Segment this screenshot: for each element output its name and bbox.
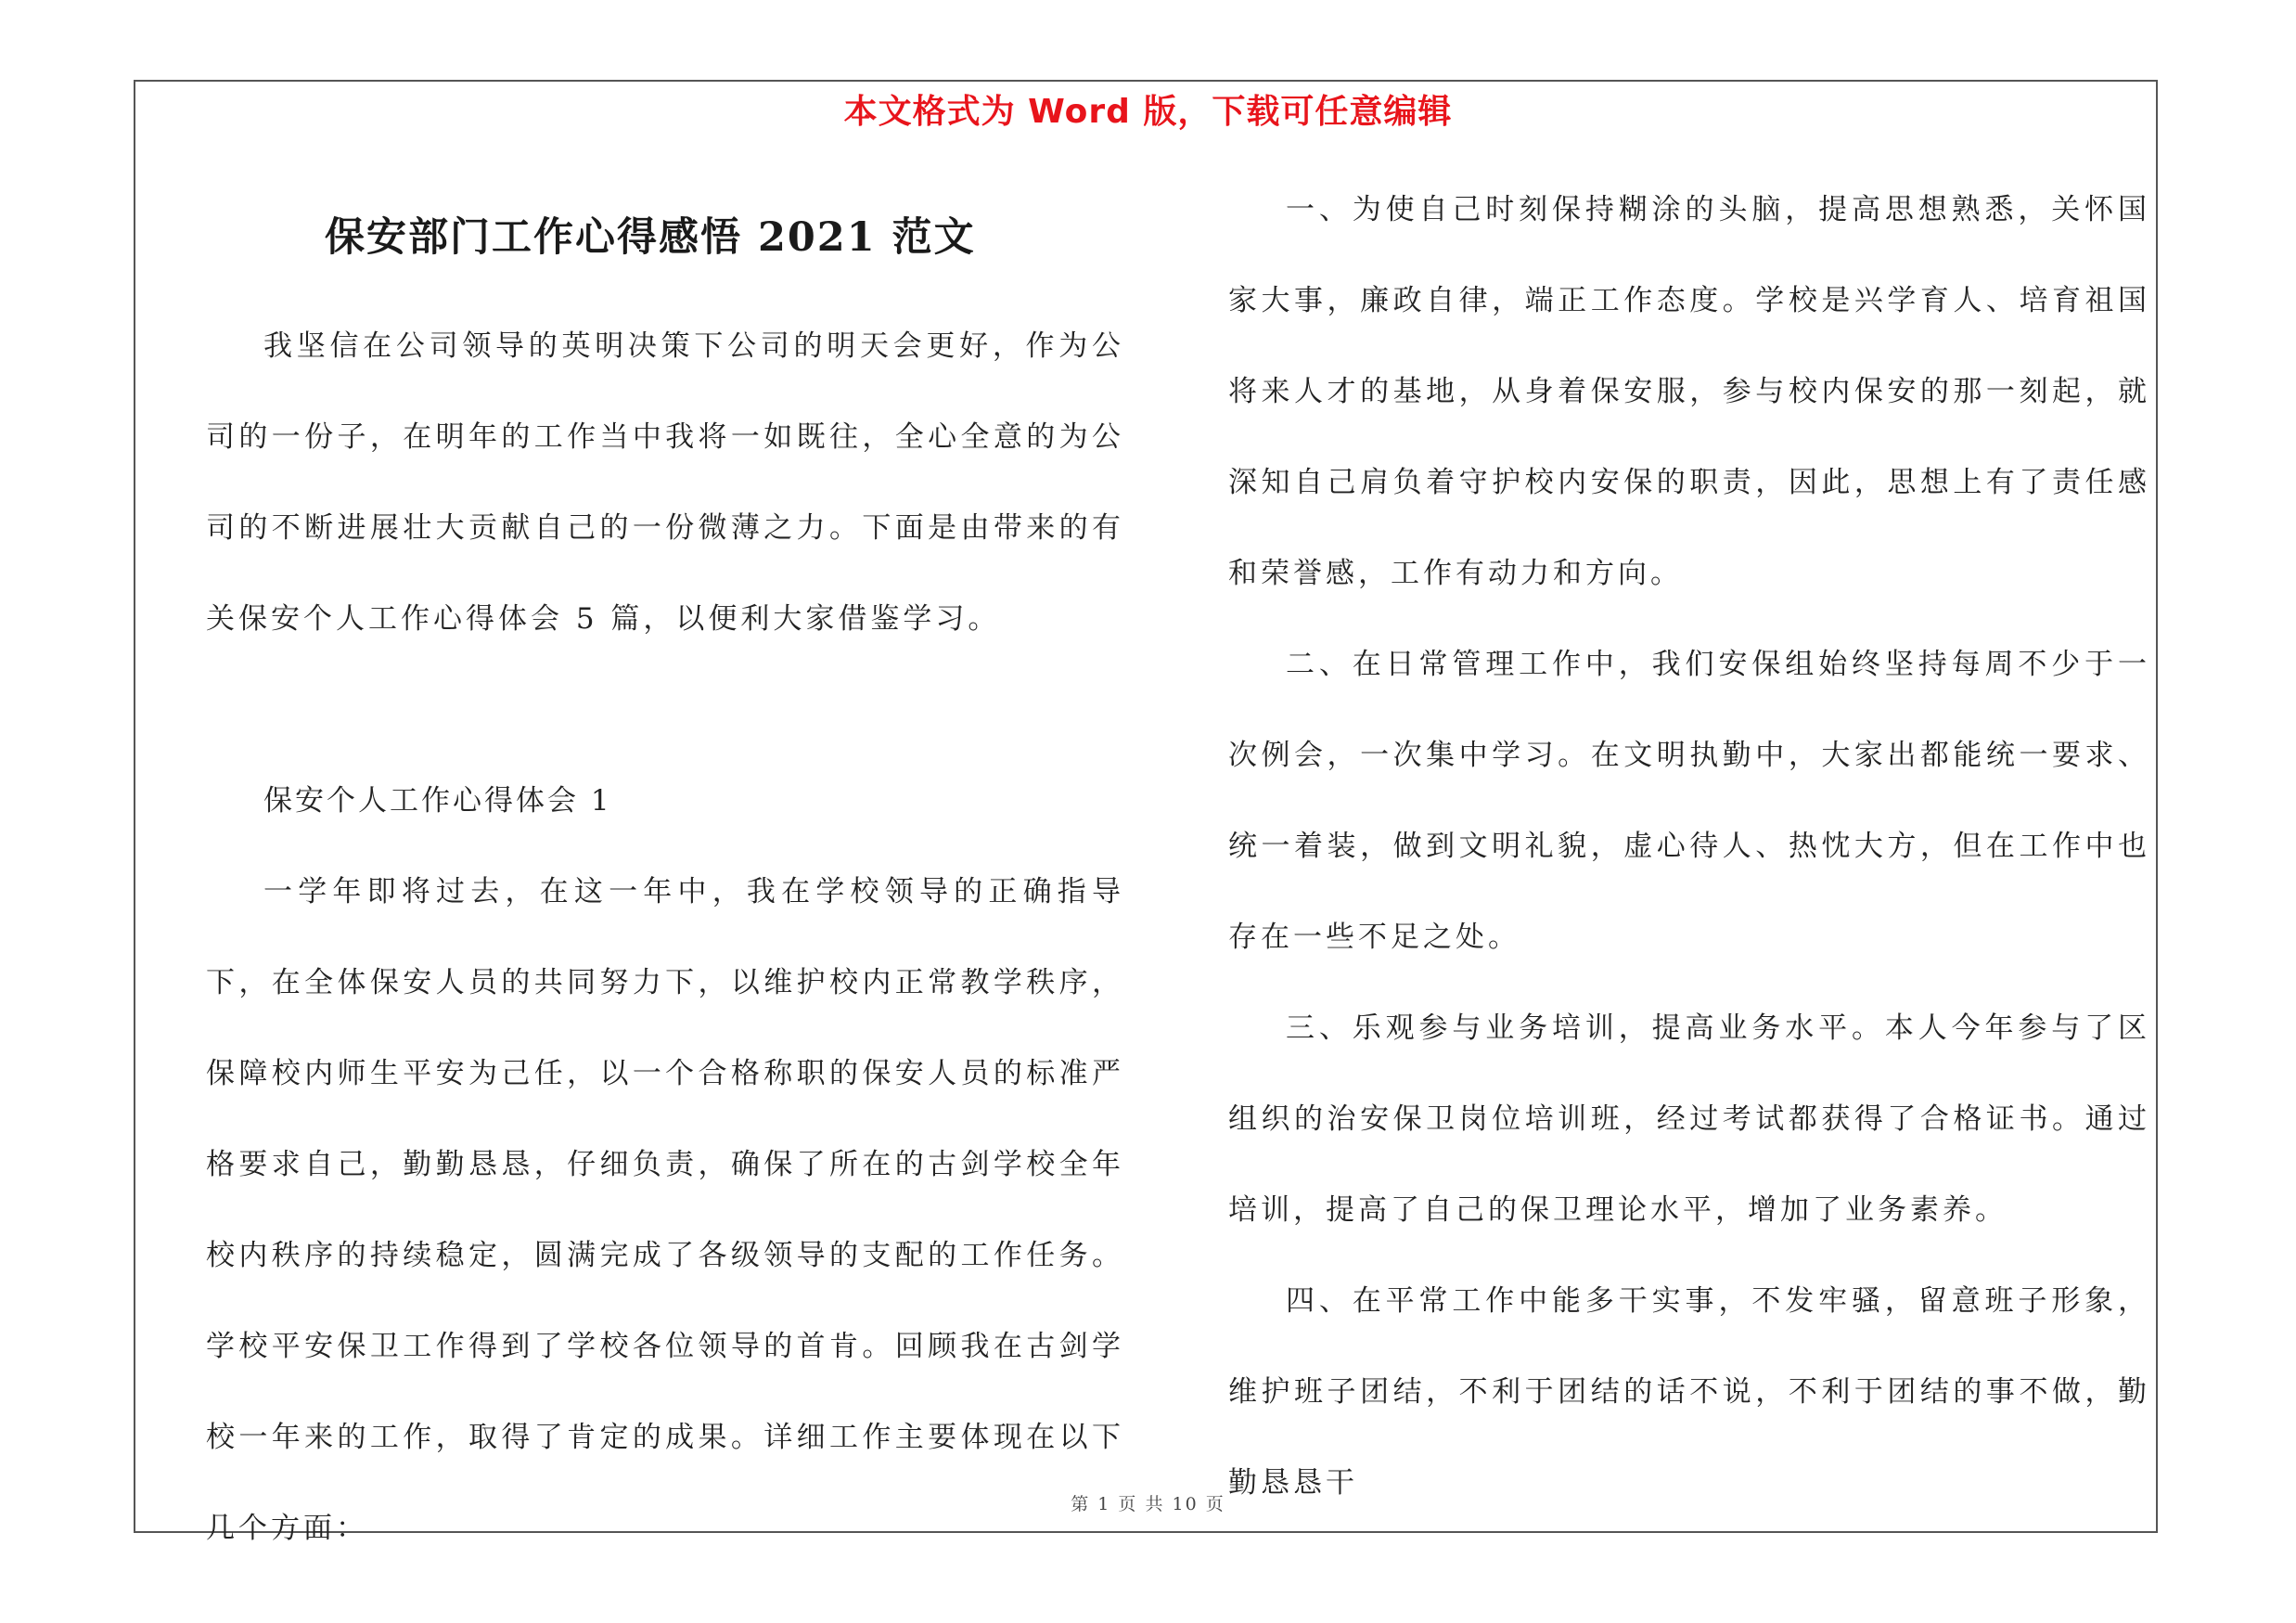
document-title: 保安部门工作心得感悟 2021 范文: [325, 214, 976, 261]
intro-paragraph: 我坚信在公司领导的英明决策下公司的明天会更好，作为公司的一份子，在明年的工作当中我将一如既往，全心全意的为公司的不断进展壮大贡献自己的一份微薄之力。下面是由带来的有关保安个人工作心得体会 5 篇，以便利大家借鉴学习。: [206, 329, 1124, 636]
point-1-paragraph: 一、为使自己时刻保持糊涂的头脑，提高思想熟悉，关怀国家大事，廉政自律，端正工作态度。学校是兴学育人、培育祖国将来人才的基地，从身着保安服，参与校内保安的那一刻起，就深知自己肩负着守护校内安保的职责，因此，思想上有了责任感和荣誉感，工作有动力和方向。: [1228, 193, 2150, 590]
section-body-paragraph: 一学年即将过去，在这一年中，我在学校领导的正确指导下，在全体保安人员的共同努力下，以维护校内正常教学秩序，保障校内师生平安为己任，以一个合格称职的保安人员的标准严格要求自己，勤勤恳恳，仔细负责，确保了所在的古剑学校全年校内秩序的持续稳定，圆满完成了各级领导的支配的工作任务。学校平安保卫工作得到了学校各位领导的首肯。回顾我在古剑学校一年来的工作，取得了肯定的成果。详细工作主要体现在以下几个方面：: [206, 875, 1124, 1545]
point-3-paragraph: 三、乐观参与业务培训，提高业务水平。本人今年参与了区组织的治安保卫岗位培训班，经过考试都获得了合格证书。通过培训，提高了自己的保卫理论水平，增加了业务素养。: [1228, 1011, 2150, 1227]
section-subheading: 保安个人工作心得体会 1: [263, 784, 612, 818]
word-format-banner: 本文格式为 Word 版，下载可任意编辑: [843, 93, 1453, 131]
point-4-paragraph: 四、在平常工作中能多干实事，不发牢骚，留意班子形象，维护班子团结，不利于团结的话不说，不利于团结的事不做，勤勤恳恳干: [1228, 1284, 2150, 1500]
page-number-footer: 第 1 页 共 10 页: [1071, 1494, 1225, 1514]
point-2-paragraph: 二、在日常管理工作中，我们安保组始终坚持每周不少于一次例会，一次集中学习。在文明执勤中，大家出都能统一要求、统一着装，做到文明礼貌，虚心待人、热忱大方，但在工作中也存在一些不足之处。: [1228, 648, 2150, 954]
